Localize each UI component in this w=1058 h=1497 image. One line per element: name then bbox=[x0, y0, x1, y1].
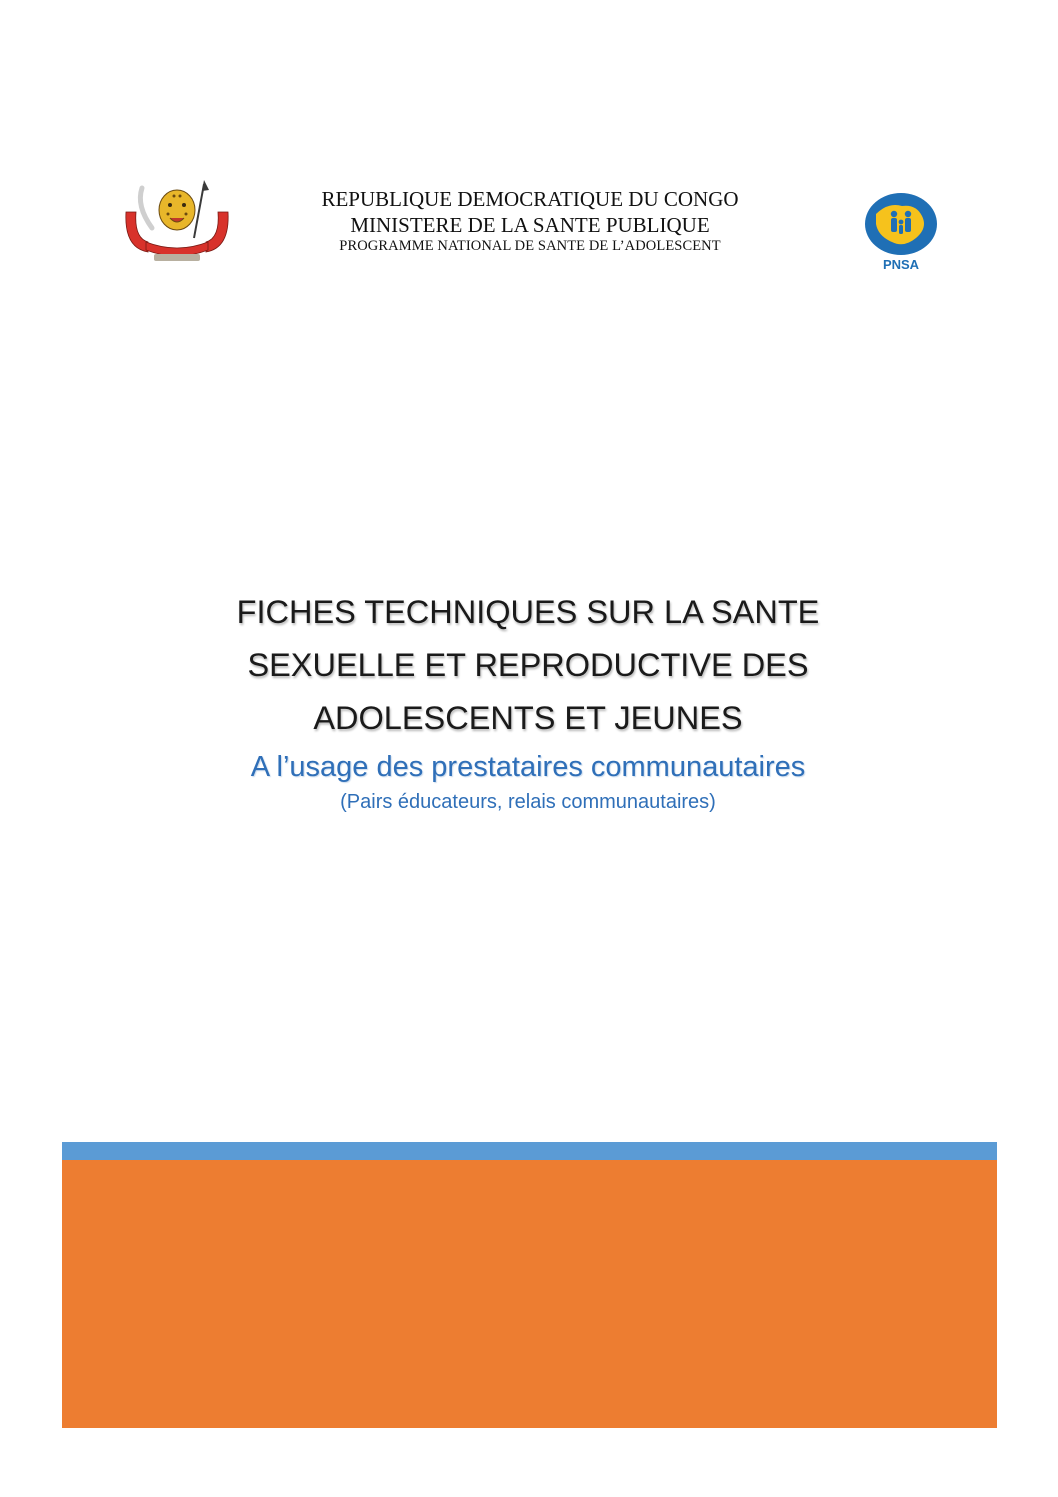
coat-of-arms-icon bbox=[118, 178, 236, 264]
blue-band bbox=[62, 1142, 997, 1160]
pnsa-logo-icon bbox=[858, 192, 944, 272]
subtitle: A l’usage des prestataires communautaires bbox=[250, 751, 806, 783]
audience-note: (Pairs éducateurs, relais communautaires) bbox=[340, 791, 716, 813]
title-line: FICHES TECHNIQUES SUR LA SANTE bbox=[236, 594, 820, 630]
pnsa-label: PNSA bbox=[882, 257, 920, 272]
ministry-name: MINISTERE DE LA SANTE PUBLIQUE bbox=[350, 213, 710, 237]
title-block bbox=[100, 586, 956, 815]
header-text bbox=[240, 186, 820, 255]
country-name: REPUBLIQUE DEMOCRATIQUE DU CONGO bbox=[321, 187, 739, 211]
orange-block bbox=[62, 1160, 997, 1428]
title-line: SEXUELLE ET REPRODUCTIVE DES bbox=[247, 647, 809, 683]
title-line: ADOLESCENTS ET JEUNES bbox=[313, 700, 743, 736]
program-name: PROGRAMME NATIONAL DE SANTE DE L’ADOLESCENT bbox=[339, 238, 721, 254]
pnsa-logo bbox=[858, 192, 944, 272]
